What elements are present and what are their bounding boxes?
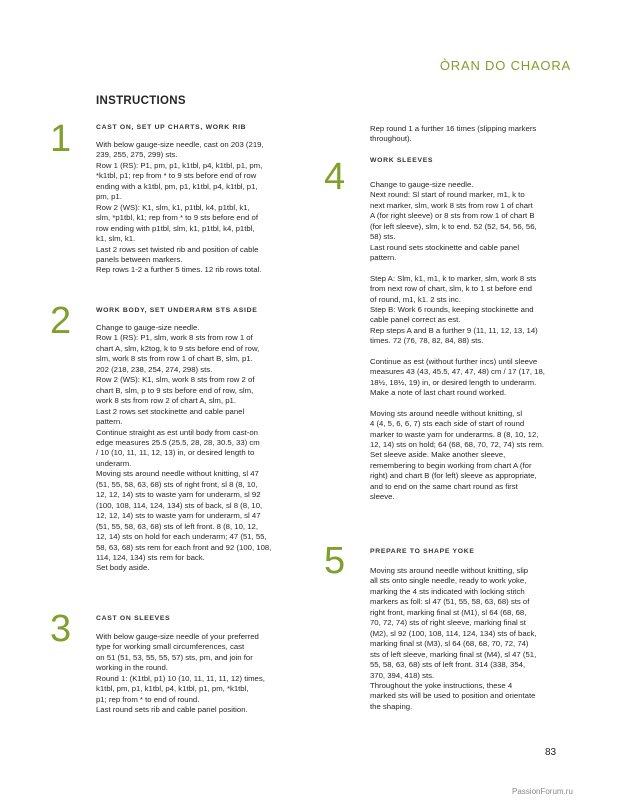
text-line: 70, 72, 74) sts of right sleeve, marking final st xyxy=(370,618,526,628)
text-line: k1, slm, k1. xyxy=(96,234,136,244)
step-number: 5 xyxy=(324,540,346,582)
text-line: 370, 394, 418) sts. xyxy=(370,670,435,680)
text-line: / 10 (10, 11, 11, 12, 13) in, or desired length to xyxy=(96,448,255,458)
step-text xyxy=(96,632,316,716)
text-line: 58, 63, 68) sts rem for each front and 92 (100, 108, xyxy=(96,542,272,552)
text-line: underarm. xyxy=(96,458,132,468)
text-line: p1; rep from * to end of round. xyxy=(96,694,200,704)
text-line: right) and chart B (for left) sleeve as appropriate, xyxy=(370,471,537,481)
text-line: pattern. xyxy=(370,253,397,263)
step-number: 3 xyxy=(50,608,72,650)
step-text xyxy=(370,566,580,712)
text-line: from next row of chart, slm, k to 1 st before end xyxy=(370,284,532,294)
text-line: Throughout the yoke instructions, these 4 xyxy=(370,680,513,690)
text-line: of round, m1, k1. 2 sts inc. xyxy=(370,294,461,304)
step-title: WORK SLEEVES xyxy=(370,157,434,164)
text-line: Continue straight as est until body from cast-on xyxy=(96,427,258,437)
text-line: *k1tbl, p1; rep from * to 9 sts before end of row xyxy=(96,171,257,181)
text-line: markers as foll: sl 47 (51, 55, 58, 63, 68) sts of xyxy=(370,597,530,607)
text-line: slm, *p1tbl, k1; rep from * to 9 sts before end of xyxy=(96,213,258,223)
text-line: slm, work 8 sts from row 1 of chart B, slm, p1. xyxy=(96,354,253,364)
text-line: With below gauge-size needle, cast on 203 (219, xyxy=(96,140,264,149)
text-line: Make a note of last chart round worked. xyxy=(370,388,507,398)
text-line: 12, 14) sts on hold; 64 (68, 68, 70, 72, 74) sts rem. xyxy=(370,439,545,449)
text-line: Last round sets stockinette and cable panel xyxy=(370,242,520,252)
text-line: Round 1: (K1tbl, p1) 10 (10, 11, 11, 11, 12) times, xyxy=(96,673,265,683)
step-title: PREPARE TO SHAPE YOKE xyxy=(370,548,475,555)
text-line: measures 43 (43, 45.5, 47, 47, 48) cm / 17 (17, 18, xyxy=(370,367,545,377)
text-line: Row 1 (RS): P1, slm, work 8 sts from row 1 of xyxy=(96,333,253,343)
text-line: throughout). xyxy=(370,134,412,144)
text-line: Change to gauge-size needle. xyxy=(96,323,200,332)
text-line: ending with a k1tbl, pm, p1, k1tbl, p4, k1tbl, p1, xyxy=(96,181,258,191)
paragraph-gap xyxy=(370,264,580,274)
text-line: Moving sts around needle without knitting, sl xyxy=(370,408,523,418)
text-line: (M2), sl 92 (100, 108, 114, 124, 134) sts of back, xyxy=(370,628,537,638)
text-line: marking the 4 sts indicated with locking stitch xyxy=(370,586,525,596)
text-line: chart B, slm, p to 9 sts before end of row, slm, xyxy=(96,385,254,395)
text-line: 58) sts. xyxy=(370,232,396,242)
text-line: marker to waste yarn for underarms. 8 (8, 10, 12, xyxy=(370,429,539,439)
text-line: 18½, 18½, 19) in, or desired length to underarm. xyxy=(370,377,537,387)
paragraph-gap xyxy=(370,347,580,357)
text-line: Row 1 (RS): P1, pm, p1, k1tbl, p4, k1tbl, p1, pm, xyxy=(96,160,263,170)
text-line: the shaping. xyxy=(370,701,413,711)
text-line: A (for right sleeve) or 8 sts from row 1 of chart B xyxy=(370,211,535,221)
text-line: panels between markers. xyxy=(96,254,183,264)
text-line: Row 2 (WS): K1, slm, k1, p1tbl, k4, p1tbl, k1, xyxy=(96,202,250,212)
step-title: CAST ON SLEEVES xyxy=(96,615,171,622)
text-line: Moving sts around needle without knitting, sl 47 xyxy=(96,469,259,479)
text-line: (100, 108, 114, 124, 134) sts of back, sl 8 (8, 10, xyxy=(96,500,263,510)
text-line: pm, p1. xyxy=(96,192,122,202)
text-line: Set sleeve aside. Make another sleeve, xyxy=(370,450,506,460)
text-line: chart A, slm, k2tog, k to 9 sts before end of row, xyxy=(96,343,260,353)
text-line: Rep rows 1-2 a further 5 times. 12 rib rows total. xyxy=(96,265,262,275)
text-line: Row 2 (WS): K1, slm, work 8 sts from row 2 of xyxy=(96,375,255,385)
text-line: 55, 58, 63, 68) sts of left front. 314 (338, 354, xyxy=(370,660,526,670)
text-line: right front, marking final st (M1), sl 64 (68, 68, xyxy=(370,607,527,617)
step-text-continued xyxy=(370,124,580,145)
step-title: WORK BODY, SET UNDERARM STS ASIDE xyxy=(96,307,258,314)
text-line: sts of left sleeve, marking final st (M4), sl 47 (51, xyxy=(370,649,537,659)
text-line: working in the round. xyxy=(96,663,168,673)
text-line: 239, 255, 275, 299) sts. xyxy=(96,150,178,160)
watermark: PassionForum.ru xyxy=(512,787,573,796)
text-line: (51, 55, 58, 63, 68) sts of right front, sl 8 (8, 10, xyxy=(96,479,258,489)
step-number: 1 xyxy=(50,118,72,160)
pattern-title: ÒRAN DO CHAORA xyxy=(439,58,571,73)
text-line: Set body aside. xyxy=(96,563,150,573)
page-number: 83 xyxy=(545,747,557,758)
text-line: cable panel correct as est. xyxy=(370,315,461,325)
text-line: times. 72 (76, 78, 82, 84, 88) sts. xyxy=(370,336,484,346)
step-text xyxy=(370,180,580,503)
text-line: and to end on the same chart round as first xyxy=(370,481,518,491)
step-text xyxy=(96,323,316,574)
text-line: on 51 (51, 53, 55, 55, 57) sts, pm, and join for xyxy=(96,652,253,662)
text-line: Rep steps A and B a further 9 (11, 11, 12, 13, 14) xyxy=(370,325,538,335)
step-number: 2 xyxy=(50,300,72,342)
step-text xyxy=(96,140,316,276)
text-line: Last 2 rows set twisted rib and position of cable xyxy=(96,244,259,254)
text-line: marking final st (M3), sl 64 (68, 68, 70, 72, 74) xyxy=(370,639,529,649)
text-line: work 8 sts from row 2 of chart A, slm, p1. xyxy=(96,396,236,406)
text-line: remembering to begin working from chart A (for xyxy=(370,460,532,470)
step-title: CAST ON, SET UP CHARTS, WORK RIB xyxy=(96,124,247,131)
text-line: k1tbl, pm, p1, k1tbl, p4, k1tbl, p1, pm, *k1tbl, xyxy=(96,684,249,694)
text-line: marked sts will be used to position and orientate xyxy=(370,691,536,701)
text-line: (for left sleeve), slm, k to end. 52 (52, 54, 56, 56, xyxy=(370,221,537,231)
step-number: 4 xyxy=(324,156,346,198)
text-line: Step B: Work 6 rounds, keeping stockinette and xyxy=(370,304,534,314)
text-line: Next round: Sl start of round marker, m1, k to xyxy=(370,190,525,200)
text-line: pattern. xyxy=(96,417,123,427)
text-line: Rep round 1 a further 16 times (slipping markers xyxy=(370,124,537,133)
text-line: 12, 14) sts on hold for each underarm; 47 (51, 55, xyxy=(96,532,267,542)
text-line: next marker, slm, work 8 sts from row 1 of chart xyxy=(370,200,533,210)
text-line: (51, 55, 58, 63, 68) sts of left front. 8 (8, 10, 12, xyxy=(96,521,258,531)
text-line: 202 (218, 238, 254, 274, 298) sts. xyxy=(96,364,213,374)
text-line: all sts onto single needle, ready to work yoke, xyxy=(370,576,527,586)
text-line: 114, 124, 134) sts rem for back. xyxy=(96,552,205,562)
text-line: type for working small circumferences, cast xyxy=(96,642,245,652)
text-line: Step A: Slm, k1, m1, k to marker, slm, work 8 sts xyxy=(370,273,537,283)
text-line: Moving sts around needle without knitting, slip xyxy=(370,566,529,575)
text-line: Last 2 rows set stockinette and cable panel xyxy=(96,406,245,416)
text-line: sleeve. xyxy=(370,492,395,502)
paragraph-gap xyxy=(370,399,580,409)
text-line: Change to gauge-size needle. xyxy=(370,180,474,189)
text-line: 4 (4, 5, 6, 6, 7) sts each side of start of round xyxy=(370,419,525,429)
text-line: Last round sets rib and cable panel position. xyxy=(96,705,248,715)
text-line: Continue as est (without further incs) until sleeve xyxy=(370,356,538,366)
text-line: row ending with p1tbl, slm, k1, p1tbl, k4, p1tbl, xyxy=(96,223,255,233)
text-line: edge measures 25.5 (25.5, 28, 28, 30.5, 33) cm xyxy=(96,437,260,447)
text-line: 12, 12, 14) sts to waste yarn for underarm, sl 47 xyxy=(96,511,261,521)
text-line: 12, 12, 14) sts to waste yarn for underarm, sl 92 xyxy=(96,490,261,500)
text-line: With below gauge-size needle of your preferred xyxy=(96,632,259,641)
instructions-heading: INSTRUCTIONS xyxy=(96,95,186,107)
